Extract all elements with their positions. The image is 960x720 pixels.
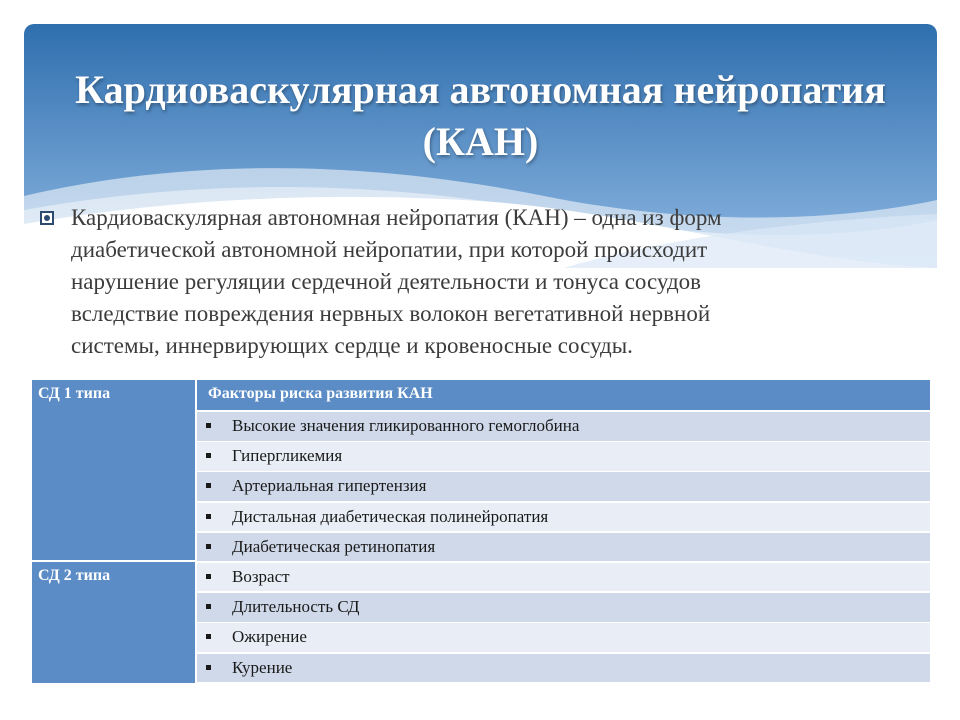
table-row <box>197 533 930 562</box>
title-line-2: (КАН) <box>422 119 539 164</box>
table-row <box>197 442 930 471</box>
risk-factor-label: Ожирение <box>232 627 307 647</box>
square-bullet-icon <box>206 634 211 639</box>
square-bullet-icon <box>206 604 211 609</box>
table-header: Факторы риска развития КАН <box>197 380 930 410</box>
intro-text <box>71 202 840 362</box>
square-bullet-icon <box>206 423 211 428</box>
risk-factor-label: Длительность СД <box>232 597 360 617</box>
intro-line: вследствие повреждения нервных волокон вегетативной нервной <box>71 301 711 326</box>
risk-factor-label: Возраст <box>232 566 290 586</box>
risk-factor-label: Дистальная диабетическая полинейропатия <box>232 506 549 526</box>
intro-line: системы, иннервирующих сердце и кровеносные сосуды. <box>71 333 633 358</box>
table-row <box>197 593 930 622</box>
square-bullet-icon <box>206 665 211 670</box>
page-title <box>24 64 937 168</box>
risk-factor-label: Курение <box>232 657 293 677</box>
group-label-sd1: СД 1 типа <box>32 380 195 560</box>
risk-factors-table <box>32 380 930 683</box>
risk-factor-label: Артериальная гипертензия <box>232 476 427 496</box>
square-bullet-icon <box>206 483 211 488</box>
table-row <box>197 563 930 592</box>
risk-factor-list <box>197 412 930 684</box>
table-row <box>197 503 930 532</box>
table-row <box>197 412 930 441</box>
table-row <box>197 472 930 501</box>
title-line-1: Кардиоваскулярная автономная нейропатия <box>75 67 886 112</box>
group-label-sd2: СД 2 типа <box>32 562 195 683</box>
square-bullet-icon <box>206 574 211 579</box>
table-row <box>197 623 930 652</box>
intro-line: нарушение регуляции сердечной деятельности и тонуса сосудов <box>71 269 702 294</box>
square-bullet-icon <box>206 453 211 458</box>
risk-factor-label: Гипергликемия <box>232 446 343 466</box>
intro-line: диабетической автономной нейропатии, при которой происходит <box>71 237 708 262</box>
table-row <box>197 654 930 683</box>
intro-line: Кардиоваскулярная автономная нейропатия (КАН) – одна из форм <box>71 205 722 230</box>
risk-factor-label: Диабетическая ретинопатия <box>232 536 436 556</box>
square-bullet-icon <box>206 514 211 519</box>
square-circle-bullet-icon <box>40 211 54 225</box>
intro-paragraph <box>40 202 840 362</box>
risk-factor-label: Высокие значения гликированного гемоглобина <box>232 416 580 435</box>
square-bullet-icon <box>206 544 211 549</box>
